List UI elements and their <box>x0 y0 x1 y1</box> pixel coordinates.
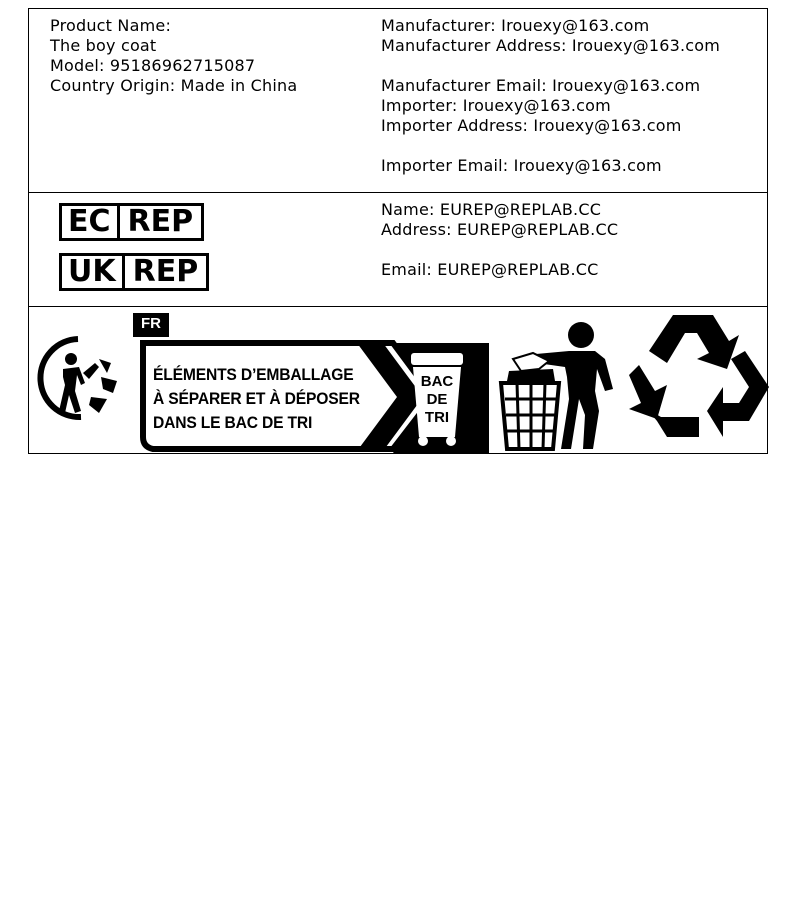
recycle-icon <box>627 309 769 453</box>
importer-name: Importer: Irouexy@163.com <box>381 96 611 115</box>
rep-address: Address: EUREP@REPLAB.CC <box>381 220 619 239</box>
rep-name: Name: EUREP@REPLAB.CC <box>381 200 602 219</box>
importer-email: Importer Email: Irouexy@163.com <box>381 156 662 175</box>
triman-line-2: À SÉPARER ET À DÉPOSER <box>153 389 360 408</box>
bin-label-line-3: TRI <box>424 409 450 426</box>
product-info-section <box>29 9 767 193</box>
ec-rep-left: EC <box>62 206 120 238</box>
triman-line-1: ÉLÉMENTS D’EMBALLAGE <box>153 365 354 384</box>
triman-line-3: DANS LE BAC DE TRI <box>153 413 313 432</box>
importer-address: Importer Address: Irouexy@163.com <box>381 116 682 135</box>
triman-country-code: FR <box>141 315 161 332</box>
bin-label <box>419 373 455 427</box>
manufacturer-email: Manufacturer Email: Irouexy@163.com <box>381 76 701 95</box>
representative-details <box>381 200 618 280</box>
product-name-value: The boy coat <box>50 36 157 55</box>
manufacturer-address: Manufacturer Address: Irouexy@163.com <box>381 36 721 55</box>
triman-icon <box>33 333 123 423</box>
compliance-label <box>28 8 768 454</box>
uk-rep-left: UK <box>62 256 125 288</box>
tidyman-icon <box>495 315 619 451</box>
product-name-label: Product Name: <box>50 16 172 35</box>
ec-rep-right: REP <box>127 204 194 239</box>
product-model: Model: 95186962715087 <box>50 56 256 75</box>
uk-rep-symbol <box>59 253 209 291</box>
uk-rep-right: REP <box>132 254 199 289</box>
recycling-section <box>29 307 767 453</box>
manufacturer-importer-details <box>381 16 720 176</box>
bin-label-line-1: BAC <box>420 373 454 390</box>
rep-email: Email: EUREP@REPLAB.CC <box>381 260 599 279</box>
triman-info-panel <box>133 313 489 453</box>
manufacturer-name: Manufacturer: Irouexy@163.com <box>381 16 650 35</box>
bin-label-line-2: DE <box>426 391 448 408</box>
country-origin: Country Origin: Made in China <box>50 76 298 95</box>
product-details <box>50 16 297 96</box>
ec-rep-symbol <box>59 203 204 241</box>
